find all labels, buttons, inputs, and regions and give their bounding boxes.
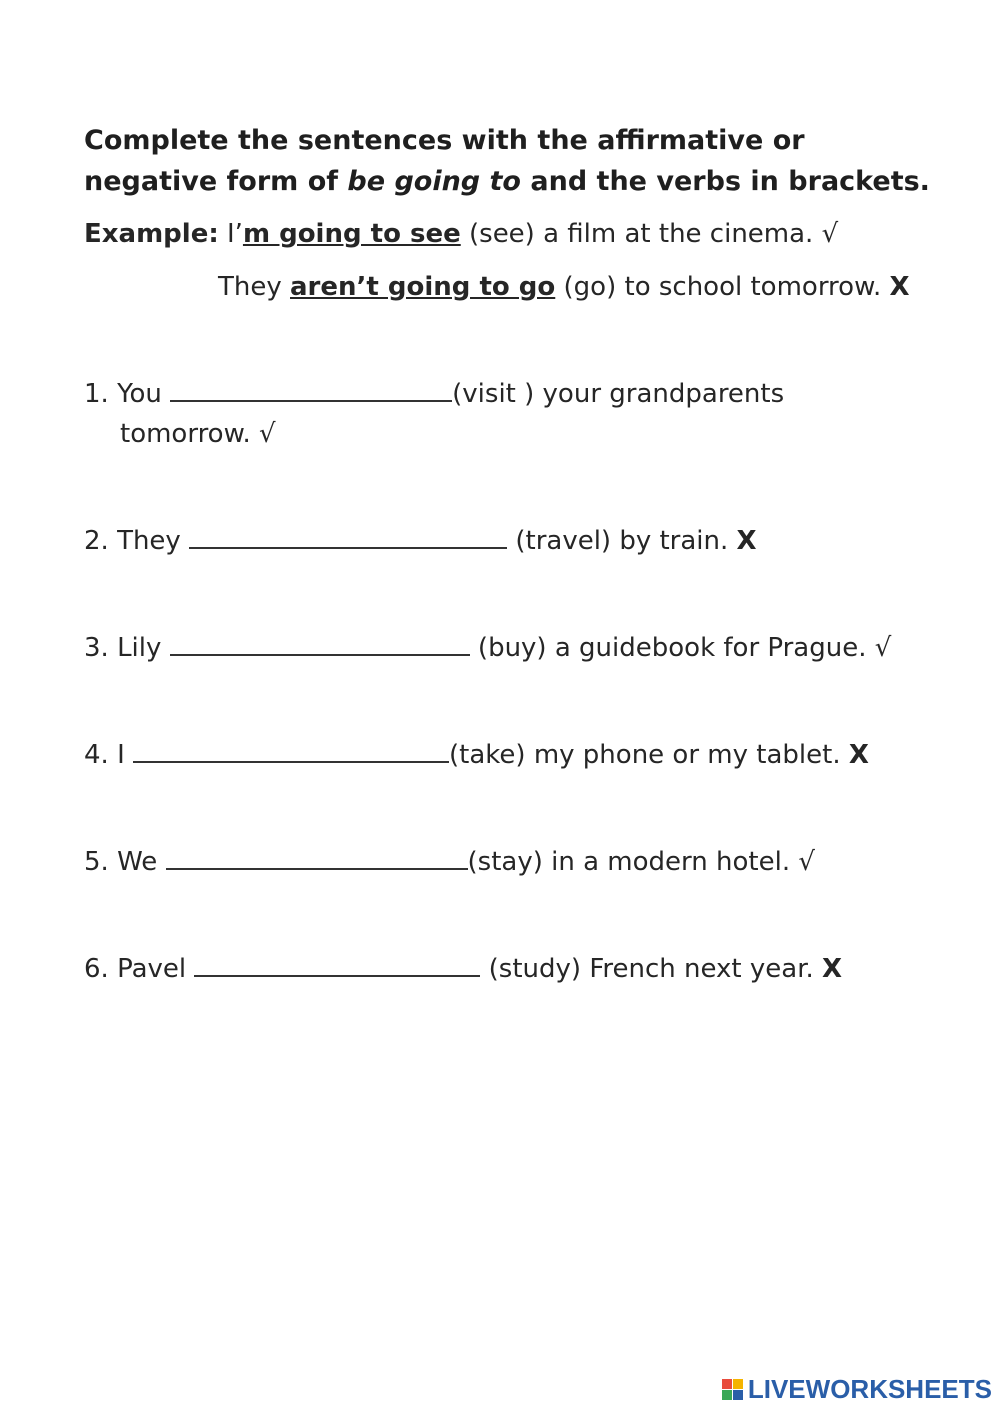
question-5	[84, 842, 815, 882]
answer-blank-4[interactable]	[133, 737, 449, 763]
liveworksheets-logo[interactable]	[722, 1374, 992, 1405]
question-1-prefix: 1. You	[84, 379, 171, 409]
question-3-prefix: 3. Lily	[84, 633, 170, 663]
question-6-mark: X	[822, 954, 843, 984]
example-line-1	[84, 218, 838, 250]
example-2-prefix: They	[218, 272, 291, 302]
logo-text: LIVEWORKSHEETS	[747, 1374, 992, 1404]
question-2-prefix: 2. They	[84, 526, 190, 556]
question-3	[84, 628, 891, 668]
question-3-suffix: (buy) a guidebook for Prague. √	[469, 633, 892, 663]
instructions-part2: and the verbs in brackets.	[520, 166, 930, 197]
example-line-2	[218, 271, 910, 303]
question-4	[84, 735, 869, 775]
question-4-mark: X	[848, 740, 869, 770]
example-2-mark: X	[889, 272, 910, 302]
answer-blank-3[interactable]	[170, 630, 470, 656]
question-5-prefix: 5. We	[84, 847, 166, 877]
answer-blank-5[interactable]	[166, 844, 468, 870]
instructions-part1: Complete the sentences with the affirmative or negative form of	[84, 125, 805, 197]
logo-blocks-icon	[722, 1379, 744, 1401]
question-6-prefix: 6. Pavel	[84, 954, 195, 984]
instructions-emphasis: be going to	[347, 166, 521, 197]
question-2	[84, 521, 757, 561]
example-1-prefix: I’	[218, 219, 243, 249]
question-1-suffix: (visit ) your grandparents	[452, 379, 785, 409]
example-2-answer: aren’t going to go	[290, 272, 556, 302]
question-2-suffix: (travel) by train.	[507, 526, 737, 556]
question-1-continuation: tomorrow. √	[120, 419, 276, 449]
question-4-prefix: 4. I	[84, 740, 134, 770]
question-2-mark: X	[736, 526, 757, 556]
instructions	[84, 120, 944, 202]
question-4-suffix: (take) my phone or my tablet.	[449, 740, 849, 770]
question-5-suffix: (stay) in a modern hotel. √	[467, 847, 815, 877]
answer-blank-1[interactable]	[170, 376, 452, 402]
example-label: Example:	[84, 219, 219, 249]
answer-blank-2[interactable]	[189, 523, 507, 549]
answer-blank-6[interactable]	[194, 951, 480, 977]
question-6	[84, 949, 842, 989]
example-2-suffix: (go) to school tomorrow.	[555, 272, 890, 302]
example-1-suffix: (see) a film at the cinema. √	[460, 219, 839, 249]
example-1-answer: m going to see	[242, 219, 461, 249]
question-1	[84, 374, 784, 454]
question-6-suffix: (study) French next year.	[480, 954, 823, 984]
